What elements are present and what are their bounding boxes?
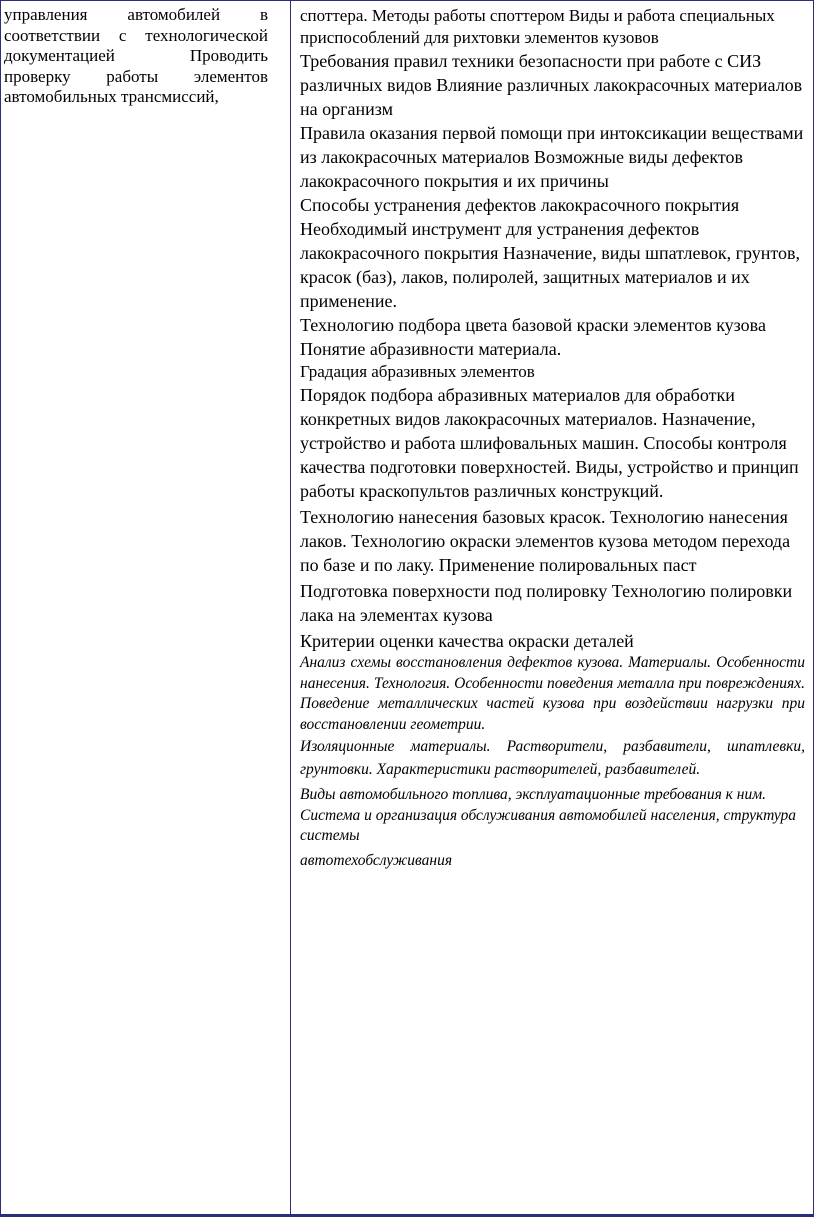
paragraph-first-aid: Правила оказания первой помощи при интоксикации веществами из лакокрасочных материалов Возможные виды дефектов лакокрасочного покрытия и их причины [300, 123, 804, 191]
paragraph-quality-criteria: Критерии оценки качества окраски деталей [300, 631, 634, 651]
left-table-cell [4, 5, 268, 108]
paragraph-base-paint: Технологию нанесения базовых красок. Технологию нанесения лаков. Технологию окраски элементов кузова методом перехода по базе и по лаку. Применение полировальных паст [300, 507, 791, 575]
paragraph-tools: Необходимый инструмент для устранения дефектов лакокрасочного покрытия Назначение, виды шпатлевок, грунтов, красок (баз), лаков, полиролей, защитных материалов и их применение. [300, 219, 801, 311]
paragraph-fixtures: приспособлений для рихтовки элементов кузовов [300, 28, 659, 47]
table-bottom-border [0, 1215, 814, 1217]
paragraph-color-matching: Технологию подбора цвета базовой краски элементов кузова [300, 315, 766, 335]
left-cell-text: управления автомобилей в соответствии с технологической документацией Проводить проверку работы элементов автомобильных трансмиссий, [4, 5, 268, 106]
italic-paragraph-fuel: Виды автомобильного топлива, эксплуатационные требования к ним. Система и организация обслуживания автомобилей населения, структура системы [300, 786, 797, 844]
paragraph-abrasive-selection: Порядок подбора абразивных материалов для обработки конкретных видов лакокрасочных материалов. Назначение, устройство и работа шлифовальных машин. Способы контроля качества подготовки поверхностей. Виды, устройство и принцип работы краскопультов различных конструкций. [300, 385, 799, 501]
paragraph-spotter: споттера. Методы работы споттером Виды и работа специальных [300, 6, 775, 25]
paragraph-polishing: Подготовка поверхности под полировку Технологию полировки лака на элементах кузова [300, 581, 793, 625]
italic-paragraph-materials: Изоляционные материалы. Растворители, разбавители, шпатлевки, грунтовки. Характеристики растворителей, разбавителей. [300, 738, 805, 778]
right-table-cell [300, 5, 805, 871]
paragraph-gradation: Градация абразивных элементов [300, 362, 535, 381]
column-divider [290, 0, 291, 1215]
italic-paragraph-body-repair: Анализ схемы восстановления дефектов кузова. Материалы. Особенности нанесения. Технология. Особенности поведения металла при повреждениях. Поведение металлических частей кузова при воздействии нагрузки при восстановлении геометрии. [300, 654, 805, 733]
paragraph-defect-fix: Способы устранения дефектов лакокрасочного покрытия [300, 195, 740, 215]
italic-paragraph-auto-service: автотехобслуживания [300, 851, 453, 869]
paragraph-abrasiveness: Понятие абразивности материала. [300, 339, 562, 359]
paragraph-safety: Требования правил техники безопасности при работе с СИЗ различных видов Влияние различных лакокрасочных материалов на организм [300, 51, 803, 119]
